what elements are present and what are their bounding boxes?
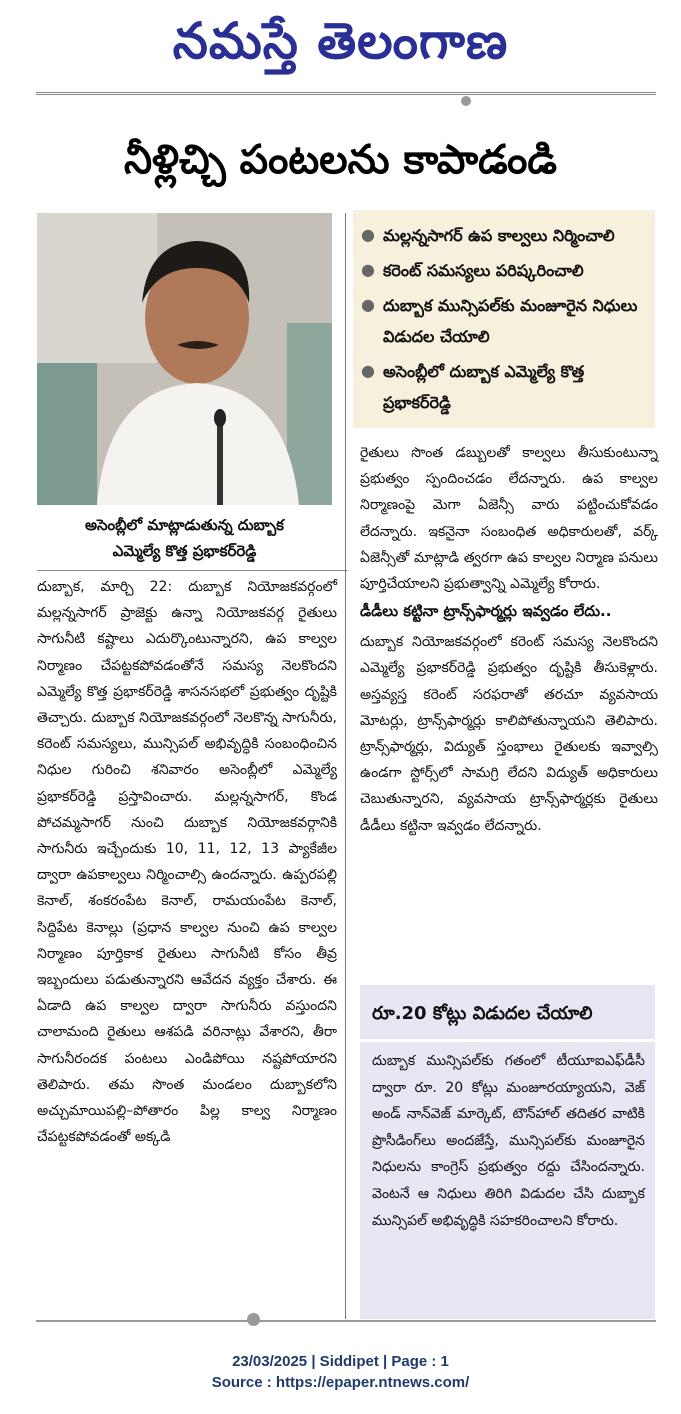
bullet-icon: ● [361,225,375,244]
caption-line-1: అసెంబ్లీలో మాట్లాడుతున్న దుబ్బాక [84,516,284,534]
photo-illustration [37,213,332,505]
bullet-icon: ● [361,260,375,279]
page-footer [0,1351,681,1393]
masthead-logo: నమస్తే తెలంగాణ [172,11,509,70]
column-divider [345,213,346,1319]
highlights-box [353,210,655,428]
funds-box-title: రూ.20 కోట్లు విడుదల చేయాలి [372,1003,593,1024]
bottom-divider [36,1320,656,1322]
divider-dot [461,96,471,106]
mla-photo [37,213,332,505]
top-divider [36,92,656,105]
funds-box [360,985,655,1319]
highlight-text: దుబ్బాక మున్సిపల్‌కు మంజూరైన నిధులు విడుదల చేయాలి [383,296,638,346]
right-paragraph-1: రైతులు సొంత డబ్బులతో కాల్వలు తీసుకుంటున్నా ప్రభుత్వం స్పందించడం లేదన్నారు. ఉప కాల్వల నిర్మాణంపై మెగా ఏజెన్సీ వారు పట్టించుకోవడం లేదన్నారు. ఇకనైనా సంబంధిత అధికారులతో, వర్క్ ఏజెన్సీతో మాట్లాడి త్వరగా ఉప కాల్వల నిర్మాణ పనులు పూర్తిచేయాలని ప్రభుత్వాన్ని ఎమ్మెల్యే కోరారు. [360,445,658,593]
footer-date-line: 23/03/2025 | Siddipet | Page : 1 [232,1353,449,1370]
funds-box-body: దుబ్బాక మున్సిపల్‌కు గతంలో టీయూఐఎఫ్‌డీసీ ద్వారా రూ. 20 కోట్లు మంజూరయ్యాయని, వెజ్ అండ్ నాన్‌వెజ్ మార్కెట్, టౌన్‌హాల్ తదితర వాటికి ప్రొసీడింగ్‌లు అందజేస్తే, మున్సిపల్‌కు మంజూరైన నిధులను కాంగ్రెస్ ప్రభుత్వం రద్దు చేసిందన్నారు. వెంటనే ఆ నిధులు తిరిగి విడుదల చేసి దుబ్బాక మున్సిపల్ అభివృద్ధికి సహకరించాలని కోరారు. [372,1053,645,1229]
highlight-item [353,290,655,352]
highlight-item [353,255,655,286]
highlight-item [353,220,655,251]
caption-divider [37,570,347,571]
highlight-text: మల్లన్నసాగర్ ఉప కాల్వలు నిర్మించాలి [383,226,615,245]
right-paragraph-2: దుబ్బాక నియోజకవర్గంలో కరెంట్ సమస్య నెలకొందని ఎమ్మెల్యే ప్రభాకర్‌రెడ్డి ప్రభుత్వం దృష్టికి తీసుకెళ్లారు. అస్తవ్యస్త కరెంట్ సరఫరాతో తరచూ వ్యవసాయ మోటర్లు, ట్రాన్స్‌ఫార్మర్లు కాలిపోతున్నాయని తెలిపారు. ట్రాన్స్‌ఫార్మర్లు, విద్యుత్ స్తంభాలు రైతులకు ఇవ్వాల్సి ఉండగా స్టోర్స్‌లో సామగ్రి లేదని విద్యుత్ అధికారులు చెబుతున్నారని, వ్యవసాయ ట్రాన్స్‌ఫార్మర్లకు రైతులు డీడీలు కట్టినా ఇవ్వడం లేదన్నారు. [360,634,658,834]
caption-line-2: ఎమ్మెల్యే కొత్త ప్రభాకర్‌రెడ్డి [112,542,257,560]
highlight-item [353,356,655,418]
bottom-divider-dot [247,1313,260,1326]
highlight-text: కరెంట్ సమస్యలు పరిష్కరించాలి [383,261,584,280]
headline: నీళ్లిచ్చి పంటలను కాపాడండి [123,137,558,183]
right-article-column [360,440,658,839]
funds-box-divider [360,1039,655,1042]
bullet-icon: ● [361,295,375,314]
bullet-icon: ● [361,361,375,380]
section-subheading: డీడీలు కట్టినా ట్రాన్స్‌ఫార్మర్లు ఇవ్వడం లేదు.. [360,602,612,621]
footer-source-link[interactable]: Source : https://epaper.ntnews.com/ [211,1374,470,1391]
highlight-text: అసెంబ్లీలో దుబ్బాక ఎమ్మెల్యే కొత్త ప్రభాకర్‌రెడ్డి [383,362,585,412]
left-article-column: దుబ్బాక, మార్చి 22: దుబ్బాక నియోజకవర్గంలో మల్లన్నసాగర్ ప్రాజెక్టు ఉన్నా నియోజకవర్గ రైతులు సాగునీటి కష్టాలు ఎదుర్కొంటున్నారని, ఉప కాల్వల నిర్మాణం చేపట్టకపోవడంతోనే సమస్య నెలకొందని ఎమ్మెల్యే కొత్త ప్రభాకర్‌రెడ్డి శాసనసభలో ప్రభుత్వం దృష్టికి తెచ్చారు. దుబ్బాక నియోజకవర్గంలో నెలకొన్న సాగునీరు, కరెంట్ సమస్యలు, మున్సిపల్ అభివృద్ధికి సంబంధించిన నిధుల గురించి శనివారం అసెంబ్లీలో ఎమ్మెల్యే ప్రభాకర్‌రెడ్డి ప్రస్తావించారు. మల్లన్నసాగర్, కొండ పోచమ్మసాగర్ నుంచి దుబ్బాక నియోజకవర్గానికి సాగునీరు ఇచ్చేందుకు 10, 11, 12, 13 ప్యాకేజీల ద్వారా ఉపకాల్వలు నిర్మించాల్సి ఉందన్నారు. ఉప్పరపల్లి కెనాల్, శంకరంపేట కెనాల్, రామయంపేట కెనాల్, సిద్దిపేట కెనాల్లు (ప్రధాన కాల్వల నుంచి ఉప కాల్వల నిర్మాణం పూర్తికాక రైతులు సాగునీటి కోసం తీవ్ర ఇబ్బందులు పడుతున్నారని ఆవేదన వ్యక్తం చేశారు. ఈ ఏడాది ఉప కాల్వల ద్వారా సాగునీరు వస్తుందని చాలామంది రైతులు ఆశపడి వరినాట్లు వేశారని, తీరా సాగునీరందక పంటలు ఎండిపోయి నష్టపోయారని తెలిపారు. తమ సొంత మండలం దుబ్బాకలోని అచ్చుమాయిపల్లి–పోతారం పిల్ల కాల్వ నిర్మాణం చేపట్టకపోవడంతో అక్కడి [37,579,337,1146]
photo-caption [37,512,332,564]
